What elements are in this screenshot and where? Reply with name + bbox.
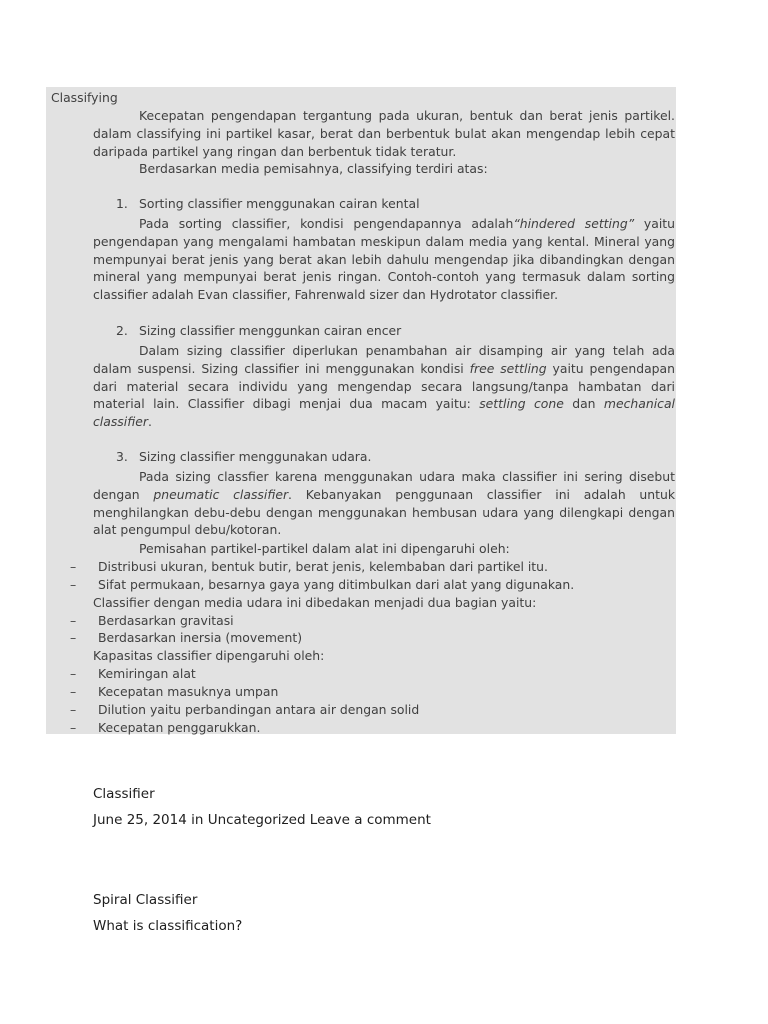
item-2-number: 2. [116, 323, 128, 338]
bullet-dash: – [70, 684, 77, 699]
item-2-paragraph [93, 342, 675, 431]
item-2-text-mid: yaitu pengendapan dari material secara individu yang mengendap secara langsung/tanpa hambatan dari material lain. Classifier dibagi menjai dua macam yaitu: [93, 360, 675, 412]
item-2-heading: Sizing classifier menggunkan cairan encer [139, 323, 402, 338]
capacity-intro: Kapasitas classifier dipengaruhi oleh: [93, 648, 325, 663]
bullet-dash: – [70, 630, 77, 645]
intro-paragraph [93, 107, 675, 178]
bullet-dash: – [70, 577, 77, 592]
intro-list-lead: Berdasarkan media pemisahnya, classifying terdiri atas: [139, 161, 488, 177]
bullet-dash: – [70, 613, 77, 628]
air-part-item: Berdasarkan gravitasi [98, 613, 234, 628]
bullet-dash: – [70, 559, 77, 574]
item-3-number: 3. [116, 449, 128, 464]
post-title: Classifier [93, 786, 155, 802]
item-3-paragraph [93, 468, 675, 539]
air-part-item: Berdasarkan inersia (movement) [98, 630, 303, 645]
item-1-text: Pada sorting classifier, kondisi pengendapannya adalah [139, 216, 514, 231]
bullet-dash: – [70, 720, 77, 735]
item-2-text-end: . [147, 414, 152, 430]
capacity-item: Kecepatan penggarukkan. [98, 720, 261, 735]
item-1-italic: “hindered setting” [513, 216, 635, 231]
item-1-heading: Sorting classifier menggunakan cairan kental [139, 196, 420, 211]
item-3-heading: Sizing classifier menggunakan udara. [139, 449, 372, 464]
item-2-italic-3: mechanical classifier [93, 396, 675, 430]
intro-text: Kecepatan pengendapan tergantung pada ukuran, bentuk dan berat jenis partikel. dalam classifying ini partikel kasar, berat dan berbentuk bulat akan mengendap lebih cepat daripada partikel yang ringan dan berbentuk tidak teratur. [93, 108, 675, 159]
capacity-item: Kemiringan alat [98, 666, 196, 681]
capacity-item: Kecepatan masuknya umpan [98, 684, 279, 699]
post-question: What is classification? [93, 918, 243, 934]
item-1-paragraph [93, 215, 675, 304]
air-intro: Classifier dengan media udara ini dibedakan menjadi dua bagian yaitu: [93, 595, 537, 610]
post-subtitle: Spiral Classifier [93, 892, 198, 908]
item-3-text-rest: . Kebanyakan penggunaan classifier ini adalah untuk menghilangkan debu-debu dengan menggunakan hembusan udara yang dilengkapi dengan alat pengumpul debu/kotoran. [93, 486, 676, 538]
item-2-text: Dalam sizing classifier diperlukan penambahan air disamping air yang telah ada dalam suspensi. Sizing classifier ini menggunakan kondisi [93, 343, 675, 376]
capacity-item: Dilution yaitu perbandingan antara air dengan solid [98, 702, 420, 717]
item-2-text-mid-2: dan [563, 396, 604, 412]
factor-item: Distribusi ukuran, bentuk butir, berat jenis, kelembaban dari partikel itu. [98, 559, 548, 574]
item-2-italic-2: settling cone [479, 396, 564, 412]
item-3-text: Pada sizing classfier karena menggunakan udara maka classifier ini sering disebut dengan [93, 469, 675, 502]
bullet-dash: – [70, 666, 77, 681]
section-title: Classifying [51, 90, 118, 105]
item-1-number: 1. [116, 196, 128, 211]
bullet-dash: – [70, 702, 77, 717]
factor-item: Sifat permukaan, besarnya gaya yang ditimbulkan dari alat yang digunakan. [98, 577, 575, 592]
item-2-italic: free settling [469, 360, 547, 376]
post-meta: June 25, 2014 in Uncategorized Leave a comment [93, 812, 431, 828]
item-1-text-rest: yaitu pengendapan yang mengalami hambatan meskipun dalam media yang kental. Mineral yang mempunyai berat jenis yang berat akan lebih dahulu mengendap jika dibandingkan dengan mineral yang mempunyai berat jenis ringan. Contoh-contoh yang termasuk dalam sorting classifier adalah Evan classifier, Fahrenwald sizer dan Hydrotator classifier. [93, 216, 676, 303]
factors-intro: Pemisahan partikel-partikel dalam alat ini dipengaruhi oleh: [139, 541, 510, 556]
item-3-italic: pneumatic classifier [153, 486, 289, 502]
